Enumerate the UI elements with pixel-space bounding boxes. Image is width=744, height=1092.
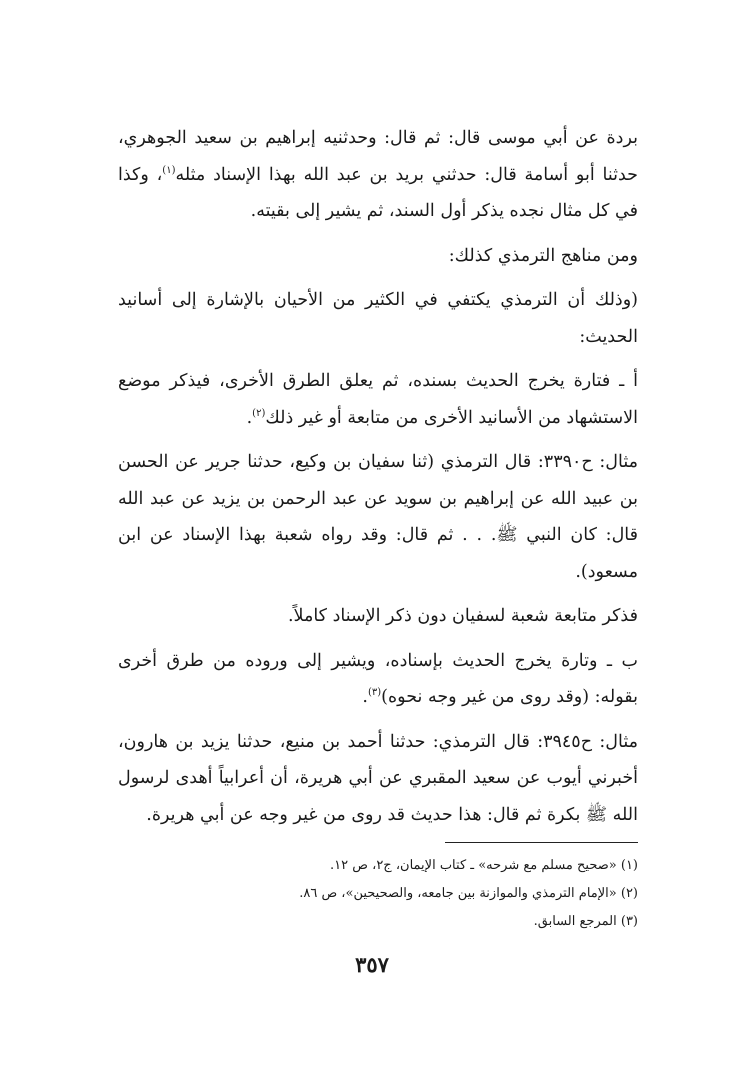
footnotes	[118, 852, 638, 936]
footnote-divider	[445, 842, 638, 843]
footnote-ref-2: (٢)	[252, 407, 266, 419]
footnote-3: (٣) المرجع السابق.	[533, 914, 638, 929]
paragraph-7	[118, 643, 638, 716]
paragraph-8: مثال: ح٣٩٤٥: قال الترمذي: حدثنا أحمد بن منيع، حدثنا يزيد بن هارون، أخبرني أيوب عن سعيد المقبري عن أبي هريرة، أن أعرابياً أهدى لرسول الله ﷺ بكرة ثم قال: هذا حديث قد روى من غير وجه عن أبي هريرة.	[118, 731, 638, 825]
main-text	[118, 120, 638, 841]
paragraph-4-text: أ ـ فتارة يخرج الحديث بسنده، ثم يعلق الطرق الأخرى، فيذكر موضع الاستشهاد من الأسانيد الأخرى من متابعة أو غير ذلك	[118, 371, 638, 428]
paragraph-1-text: بردة عن أبي موسى قال: ثم قال: وحدثنيه إبراهيم بن سعيد الجوهري، حدثنا أبو أسامة قال: حدثني بريد بن عبد الله بهذا الإسناد مثله	[118, 128, 638, 185]
paragraph-4-end: .	[246, 407, 253, 428]
paragraph-5: مثال: ح٣٣٩٠: قال الترمذي (ثنا سفيان بن وكيع، حدثنا جرير عن الحسن بن عبيد الله عن إبراهيم بن سويد عن عبد الرحمن بن يزيد عن عبد الله قال: كان النبي ﷺ. . . ثم قال: وقد رواه شعبة بهذا الإسناد عن ابن مسعود).	[118, 452, 638, 582]
paragraph-1	[118, 120, 638, 230]
footnote-ref-1: (١)	[162, 164, 176, 176]
paragraph-6: فذكر متابعة شعبة لسفيان دون ذكر الإسناد كاملاً.	[287, 606, 638, 626]
paragraph-2: ومن مناهج الترمذي كذلك:	[448, 245, 638, 266]
footnote-1: (١) «صحيح مسلم مع شرحه» ـ كتاب الإيمان، ج٢، ص ١٢.	[330, 858, 638, 873]
paragraph-7-end: .	[362, 687, 368, 707]
footnote-2: (٢) «الإمام الترمذي والموازنة بين جامعه، والصحيحين»، ص ٨٦.	[299, 886, 638, 901]
paragraph-4	[118, 363, 638, 436]
paragraph-3: (وذلك أن الترمذي يكتفي في الكثير من الأحيان بالإشارة إلى أسانيد الحديث:	[118, 290, 638, 347]
footnote-ref-3: (٣)	[367, 687, 382, 699]
page-number: ٣٥٧	[355, 952, 389, 977]
paragraph-1-end: ، وكذا في كل مثال نجده يذكر أول السند، ثم يشير إلى بقيته.	[118, 164, 638, 221]
paragraph-7-text: ب ـ وتارة يخرج الحديث بإسناده، ويشير إلى وروده من طرق أخرى بقوله: (وقد روى من غير وجه نحوه)	[118, 650, 638, 707]
